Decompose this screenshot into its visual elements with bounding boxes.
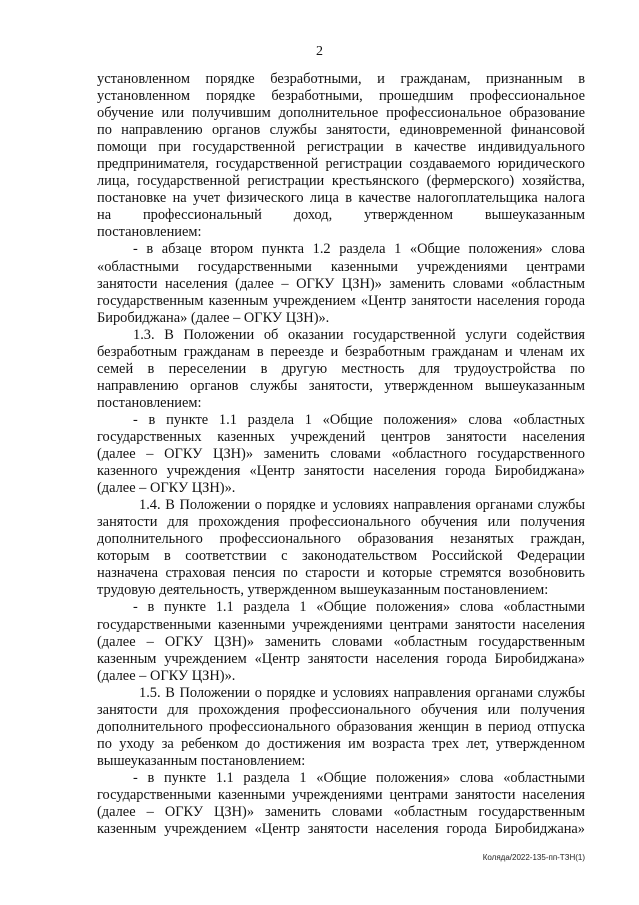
text-line: государственными казенными учреждениями центрами занятости населения (97, 616, 585, 633)
text-line: установленном порядке безработными, прошедшим профессиональное (97, 88, 585, 105)
text-line: помощи при государственной регистрации в качестве индивидуального (97, 139, 585, 156)
text-line: - в абзаце втором пункта 1.2 раздела 1 «Общие положения» слова (133, 241, 585, 258)
text-line: постановлением: (97, 224, 202, 241)
text-line: «областными государственными казенными учреждениями центрами (97, 258, 585, 275)
text-line: по уходу за ребенком до достижения им возраста трех лет, утвержденном (97, 735, 585, 752)
text-line: семей в переселении в другую местность для трудоустройства по (97, 360, 585, 377)
text-line: казенным учреждением «Центр занятости населения города Биробиджана» (97, 821, 585, 838)
document-footer-code: Коляда/2022-135-пп-ТЗН(1) (482, 853, 585, 862)
text-line: - в пункте 1.1 раздела 1 «Общие положения» слова «областными (133, 599, 585, 616)
text-line: (далее – ОГКУ ЦЗН)» заменить словами «областным государственным (97, 633, 585, 650)
text-line: занятости населения (далее – ОГКУ ЦЗН)» заменить словами «областным (97, 275, 585, 292)
text-line: постановлением: (97, 394, 202, 411)
text-line: по направлению органов службы занятости, единовременной финансовой (97, 122, 585, 139)
text-line: безработным гражданам в переезде и безработным гражданам и членам их (97, 343, 585, 360)
text-line: 1.4. В Положении о порядке и условиях направления органами службы (139, 497, 585, 514)
text-line: постановке на учет физического лица в качестве налогоплательщика налога (97, 190, 585, 207)
text-line: занятости для прохождения профессионального обучения или получения (97, 701, 585, 718)
text-line: (далее – ОГКУ ЦЗН)». (97, 667, 236, 684)
text-line: направлению органов службы занятости, утвержденном вышеуказанным (97, 377, 585, 394)
text-line: (далее – ОГКУ ЦЗН)» заменить словами «областным государственным (97, 804, 585, 821)
text-line: на профессиональный доход, утвержденном вышеуказанным (97, 207, 585, 224)
page-number: 2 (316, 44, 323, 59)
text-line: - в пункте 1.1 раздела 1 «Общие положения» слова «областными (133, 769, 585, 786)
text-line: трудовую деятельность, утвержденном вышеуказанным постановлением: (97, 582, 549, 599)
text-line: установленном порядке безработными, и гражданам, признанным в (97, 71, 585, 87)
text-line: (далее – ОГКУ ЦЗН)» заменить словами «областного государственного (97, 446, 585, 463)
text-line: назначена страховая пенсия по старости и которые стремятся возобновить (97, 565, 585, 582)
document-body (97, 71, 585, 838)
text-line: дополнительного профессионального образования женщин в период отпуска (97, 718, 585, 735)
text-line: государственных казенных учреждений центров занятости населения (97, 428, 585, 445)
text-line: 1.3. В Положении об оказании государственной услуги содействия (133, 326, 585, 343)
text-line: Биробиджана» (далее – ОГКУ ЦЗН)». (97, 309, 330, 326)
text-line: государственным казенным учреждением «Центр занятости населения города (97, 292, 585, 309)
text-line: лица, государственной регистрации крестьянского (фермерского) хозяйства, (97, 173, 585, 190)
text-line: которым в соответствии с законодательством Российской Федерации (97, 548, 585, 565)
text-line: обучение или получившим дополнительное профессиональное образование (97, 105, 585, 122)
text-line: (далее – ОГКУ ЦЗН)». (97, 480, 236, 497)
text-line: 1.5. В Положении о порядке и условиях направления органами службы (139, 684, 585, 701)
text-line: занятости для прохождения профессионального обучения или получения (97, 514, 585, 531)
text-line: казенным учреждением «Центр занятости населения города Биробиджана» (97, 650, 585, 667)
text-line: дополнительного профессионального образования незанятых граждан, (97, 531, 585, 548)
text-line: вышеуказанным постановлением: (97, 752, 306, 769)
text-line: - в пункте 1.1 раздела 1 «Общие положения» слова «областных (133, 411, 585, 428)
text-line: предпринимателя, государственной регистрации создаваемого юридического (97, 156, 585, 173)
text-line: государственными казенными учреждениями центрами занятости населения (97, 786, 585, 803)
text-line: казенного учреждения «Центр занятости населения города Биробиджана» (97, 463, 585, 480)
